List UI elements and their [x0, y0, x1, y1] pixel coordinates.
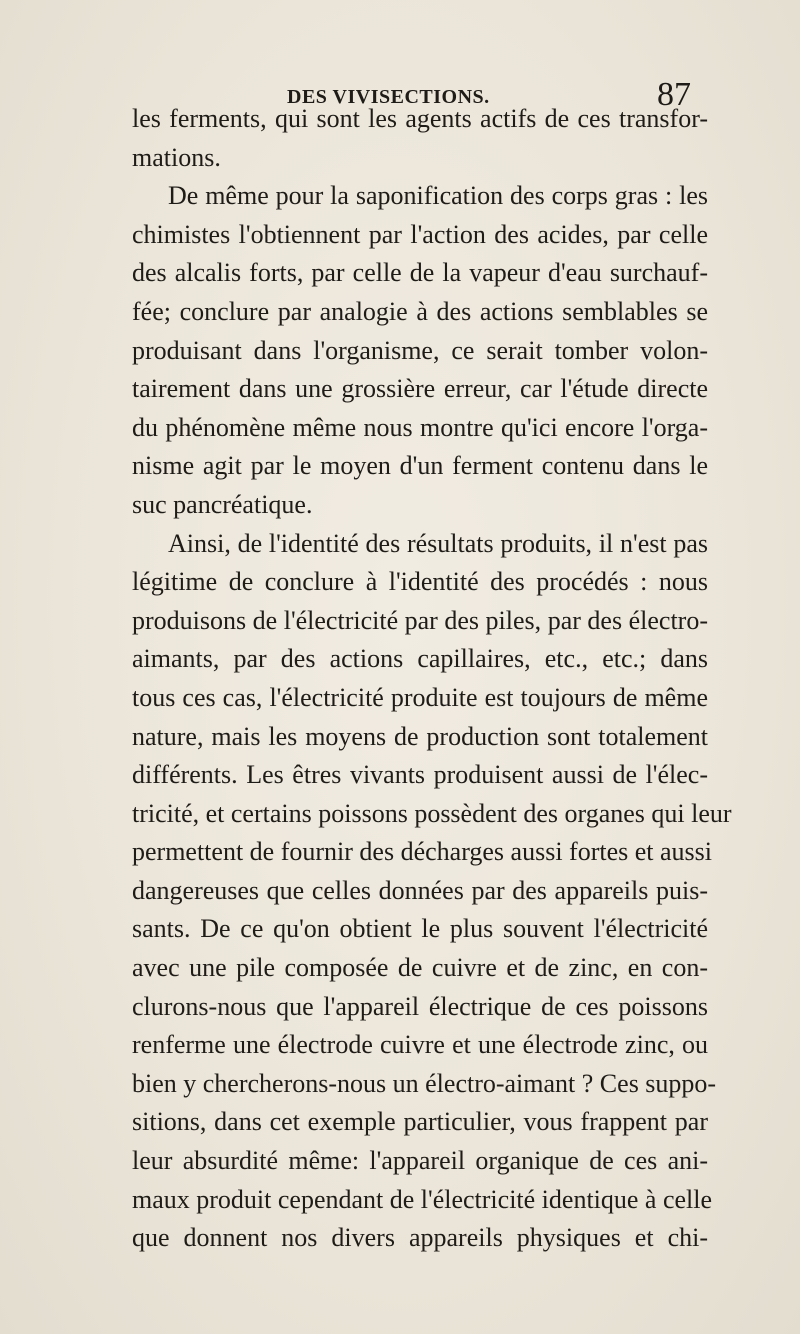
- text-line: bien y chercherons-nous un électro-aimant ? Ces suppo-: [132, 1068, 717, 1098]
- text-line: permettent de fournir des décharges aussi fortes et aussi: [132, 837, 712, 867]
- text-line: tairement dans une grossière erreur, car l'étude directe: [132, 374, 708, 404]
- text-line: les ferments, qui sont les agents actifs de ces transfor-: [132, 104, 708, 133]
- text-line: De même pour la saponification des corps gras : les: [168, 181, 708, 211]
- running-title: DES VIVISECTIONS.: [287, 86, 490, 108]
- text-line: maux produit cependant de l'électricité identique à celle: [132, 1184, 713, 1214]
- text-line: fée; conclure par analogie à des actions semblables se: [132, 296, 708, 326]
- text-line: mations.: [132, 142, 221, 172]
- text-line: clurons-nous que l'appareil électrique de ces poissons: [132, 991, 708, 1021]
- text-line: du phénomène même nous montre qu'ici encore l'orga-: [132, 412, 708, 442]
- text-line: leur absurdité même: l'appareil organique de ces ani-: [132, 1146, 708, 1176]
- text-line: tricité, et certains poissons possèdent des organes qui leur: [132, 798, 732, 828]
- text-line: suc pancréatique.: [132, 489, 313, 519]
- text-line: produisons de l'électricité par des piles, par des électro-: [132, 605, 708, 635]
- text-line: des alcalis forts, par celle de la vapeur d'eau surchauf-: [132, 258, 708, 288]
- text-line: que donnent nos divers appareils physiques et chi-: [132, 1223, 708, 1253]
- text-line: sitions, dans cet exemple particulier, vous frappent par: [132, 1107, 708, 1137]
- text-line: produisant dans l'organisme, ce serait tomber volon-: [132, 335, 708, 365]
- page-number: 87: [657, 76, 691, 113]
- text-line: nature, mais les moyens de production sont totalement: [132, 721, 708, 751]
- text-line: avec une pile composée de cuivre et de zinc, en con-: [132, 953, 708, 983]
- text-line: tous ces cas, l'électricité produite est toujours de même: [132, 682, 708, 712]
- text-line: dangereuses que celles données par des appareils puis-: [132, 875, 708, 905]
- text-line: chimistes l'obtiennent par l'action des acides, par celle: [132, 219, 708, 249]
- text-line: différents. Les êtres vivants produisent aussi de l'élec-: [132, 760, 708, 790]
- body-text: [132, 100, 732, 1258]
- text-line: nisme agit par le moyen d'un ferment contenu dans le: [132, 451, 708, 481]
- text-line: renferme une électrode cuivre et une électrode zinc, ou: [132, 1030, 708, 1060]
- text-line: Ainsi, de l'identité des résultats produits, il n'est pas: [168, 528, 708, 558]
- text-line: aimants, par des actions capillaires, etc., etc.; dans: [132, 644, 708, 674]
- text-line: légitime de conclure à l'identité des procédés : nous: [132, 567, 708, 597]
- text-line: sants. De ce qu'on obtient le plus souvent l'électricité: [132, 914, 708, 944]
